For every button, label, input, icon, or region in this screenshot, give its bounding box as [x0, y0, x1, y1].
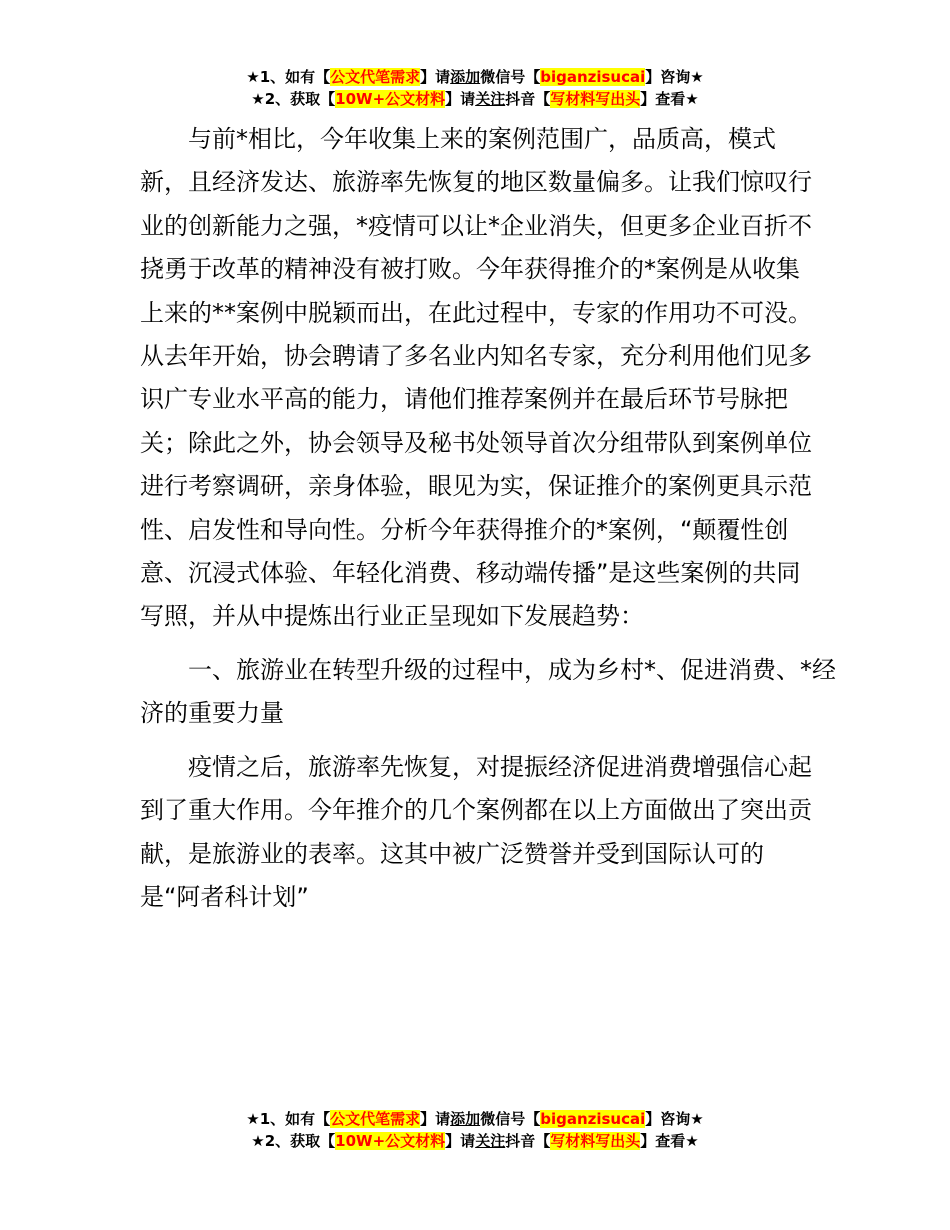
highlight-douyin-account: 写材料写出头 — [550, 1132, 641, 1150]
highlight-materials: 10W+公文材料 — [335, 90, 446, 108]
highlight-douyin-account: 写材料写出头 — [550, 90, 641, 108]
footer-banner-line-1: ★1、如有【公文代笔需求】请添加微信号【biganzisucai】咨询★ — [246, 1110, 704, 1128]
highlight-service: 公文代笔需求 — [330, 68, 421, 86]
highlight-service: 公文代笔需求 — [330, 1110, 421, 1128]
paragraph-section-1: 疫情之后，旅游率先恢复，对提振经济促进消费增强信心起到了重大作用。今年推介的几个案例都在以上方面做出了突出贡献，是旅游业的表率。这其中被广泛赞誉并受到国际认可的是“阿者科计划” — [140, 752, 812, 911]
footer-banner-line-2: ★2、获取【10W+公文材料】请关注抖音【写材料写出头】查看★ — [251, 1132, 699, 1150]
highlight-wechat-id: biganzisucai — [540, 1110, 646, 1128]
star-icon: ★ — [685, 1132, 699, 1150]
highlight-materials: 10W+公文材料 — [335, 1132, 446, 1150]
star-icon: ★ — [251, 1132, 265, 1150]
highlight-wechat-id: biganzisucai — [540, 68, 646, 86]
document-body — [140, 118, 836, 919]
header-banner-line-1: ★1、如有【公文代笔需求】请添加微信号【biganzisucai】咨询★ — [246, 68, 704, 86]
star-icon: ★ — [685, 90, 699, 108]
star-icon: ★ — [246, 1110, 260, 1128]
footer-banner — [0, 1108, 950, 1152]
section-heading: 一、旅游业在转型升级的过程中，成为乡村*、促进消费、*经济的重要力量 — [140, 655, 836, 728]
star-icon: ★ — [251, 90, 265, 108]
star-icon: ★ — [690, 1110, 704, 1128]
header-banner-line-2: ★2、获取【10W+公文材料】请关注抖音【写材料写出头】查看★ — [251, 90, 699, 108]
star-icon: ★ — [690, 68, 704, 86]
header-banner — [0, 66, 950, 110]
paragraph-intro: 与前*相比，今年收集上来的案例范围广，品质高，模式新，且经济发达、旅游率先恢复的地区数量偏多。让我们惊叹行业的创新能力之强，*疫情可以让*企业消失，但更多企业百折不挠勇于改革的精神没有被打败。今年获得推介的*案例是从收集上来的**案例中脱颖而出，在此过程中，专家的作用功不可没。从去年开始，协会聘请了多名业内知名专家，充分利用他们见多识广专业水平高的能力，请他们推荐案例并在最后环节号脉把关；除此之外，协会领导及秘书处领导首次分组带队到案例单位进行考察调研，亲身体验，眼见为实，保证推介的案例更具示范性、启发性和导向性。分析今年获得推介的*案例，“颠覆性创意、沉浸式体验、年轻化消费、移动端传播”是这些案例的共同写照，并从中提炼出行业正呈现如下发展趋势： — [140, 125, 812, 631]
star-icon: ★ — [246, 68, 260, 86]
